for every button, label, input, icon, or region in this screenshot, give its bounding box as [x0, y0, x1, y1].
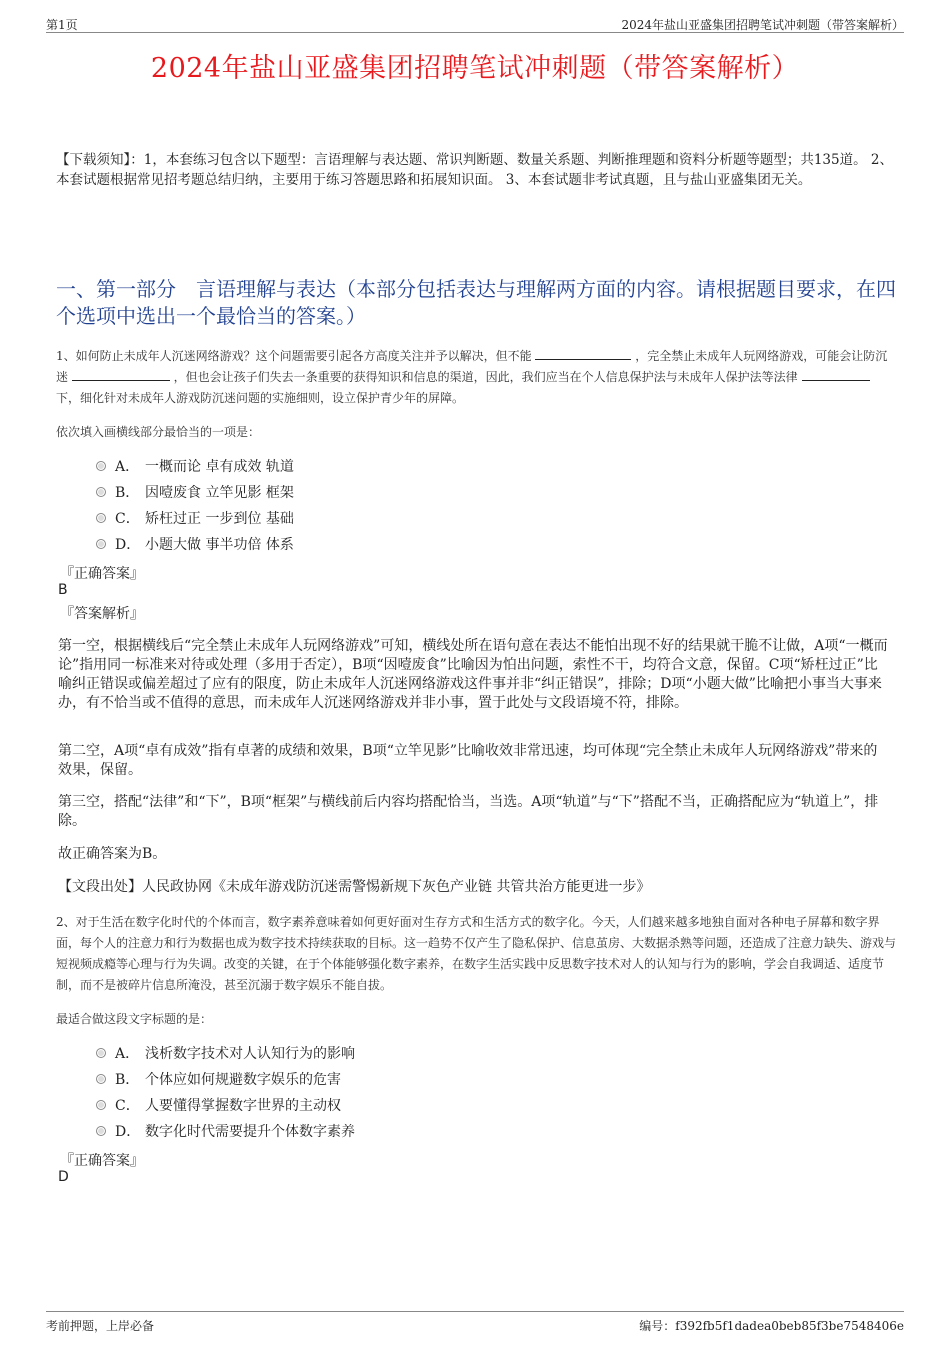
- question-2-options: [96, 1040, 355, 1144]
- answer-blank-1: [535, 347, 631, 360]
- option-a[interactable]: A． 浅析数字技术对人认知行为的影响: [96, 1040, 355, 1066]
- radio-button-icon[interactable]: [96, 1100, 106, 1110]
- page-header: [46, 14, 904, 33]
- analysis-paragraph-2: 第二空，A项“卓有成效”指有卓著的成绩和效果，B项“立竿见影”比喻收效非常迅速，均可体现“完全禁止未成年人玩网络游戏”带来的效果，保留。: [58, 743, 878, 778]
- option-b[interactable]: B． 个体应如何规避数字娱乐的危害: [96, 1066, 355, 1092]
- radio-button-icon[interactable]: [96, 539, 106, 549]
- radio-button-icon[interactable]: [96, 487, 106, 497]
- option-d[interactable]: D． 数字化时代需要提升个体数字素养: [96, 1118, 355, 1144]
- analysis-conclusion: 故正确答案为B。: [58, 846, 167, 862]
- analysis-paragraph-1: 第一空，根据横线后“完全禁止未成年人玩网络游戏”可知，横线处所在语句意在表达不能怕出现不好的结果就干脆不让做，A项“一概而论”指用同一标准来对待或处理（多用于否定），B项“因噎废食”比喻因为怕出问题，索性不干，均符合文意，保留。C项“矫枉过正”比喻纠正错误或偏差超过了应有的限度，防止未成年人沉迷网络游戏这件事并非“纠正错误”，排除；D项“小题大做”比喻把小事当大事来办，有不恰当或不值得的意思，而未成年人沉迷网络游戏并非小事，置于此处与文段语境不符，排除。: [58, 638, 888, 711]
- document-title: 2024年盐山亚盛集团招聘笔试冲刺题（带答案解析）: [150, 53, 800, 84]
- option-c[interactable]: C． 人要懂得掌握数字世界的主动权: [96, 1092, 355, 1118]
- radio-button-icon[interactable]: [96, 461, 106, 471]
- radio-button-icon[interactable]: [96, 1048, 106, 1058]
- radio-button-icon[interactable]: [96, 1074, 106, 1084]
- radio-button-icon[interactable]: [96, 1126, 106, 1136]
- question-1-text: 1、如何防止未成年人沉迷网络游戏？这个问题需要引起各方高度关注并予以解决，但不能 ，完全禁止未成年人玩网络游戏，可能会让防沉迷 ，但也会让孩子们失去一条重要的获得知识和信息的渠道，因此，我们应当在个人信息保护法与未成年人保护法等法律 下，细化针对未成年人游戏防沉迷问题的实施细则，设立保护青少年的屏障。: [56, 349, 888, 405]
- header-doc-title: 2024年盐山亚盛集团招聘笔试冲刺题（带答案解析）: [621, 18, 904, 32]
- option-b[interactable]: B． 因噎废食 立竿见影 框架: [96, 479, 294, 505]
- document-id: 编号：f392fb5f1dadea0beb85f3be7548406e: [639, 1319, 904, 1333]
- question-1-prompt: 依次填入画横线部分最恰当的一项是：: [56, 425, 261, 439]
- correct-answer: B: [58, 582, 68, 598]
- correct-answer: D: [58, 1169, 69, 1185]
- section-heading: 一、第一部分 言语理解与表达（本部分包括表达与理解两方面的内容。请根据题目要求，在四个选项中选出一个最恰当的答案。）: [56, 277, 896, 328]
- answer-blank-3: [802, 368, 870, 381]
- correct-answer-label: 『正确答案』: [60, 566, 144, 582]
- question-2-text: 2、对于生活在数字化时代的个体而言，数字素养意味着如何更好面对生存方式和生活方式的数字化。今天，人们越来越多地独自面对各种电子屏幕和数字界面，每个人的注意力和行为数据也成为数字技术持续获取的目标。这一趋势不仅产生了隐私保护、信息茧房、大数据杀熟等问题，还造成了注意力缺失、游戏与短视频成瘾等心理与行为失调。改变的关键，在于个体能够强化数字素养，在数字生活实践中反思数字技术对人的认知与行为的影响，学会自我调适、适度节制，而不是被碎片信息所淹没，甚至沉溺于数字娱乐不能自拔。: [56, 915, 897, 992]
- option-c[interactable]: C． 矫枉过正 一步到位 基础: [96, 505, 294, 531]
- analysis-paragraph-3: 第三空，搭配“法律”和“下”，B项“框架”与横线前后内容均搭配恰当，当选。A项“轨道”与“下”搭配不当，正确搭配应为“轨道上”，排除。: [58, 794, 879, 829]
- analysis-label: 『答案解析』: [60, 606, 144, 622]
- download-notice: 【下载须知】：1，本套练习包含以下题型：言语理解与表达题、常识判断题、数量关系题、判断推理题和资料分析题等题型；共135道。 2、本套试题根据常见招考题总结归纳，主要用于练习答题思路和拓展知识面。 3、本套试题非考试真题，且与盐山亚盛集团无关。: [56, 152, 893, 188]
- source-citation: 【文段出处】人民政协网《未成年游戏防沉迷需警惕新规下灰色产业链 共管共治方能更进一步》: [58, 879, 651, 895]
- option-a[interactable]: A． 一概而论 卓有成效 轨道: [96, 453, 294, 479]
- page-footer: [46, 1311, 904, 1334]
- correct-answer-label: 『正确答案』: [60, 1153, 144, 1169]
- question-1-options: [96, 453, 294, 557]
- footer-slogan: 考前押题，上岸必备: [46, 1319, 155, 1333]
- radio-button-icon[interactable]: [96, 513, 106, 523]
- option-d[interactable]: D． 小题大做 事半功倍 体系: [96, 531, 294, 557]
- answer-blank-2: [72, 368, 170, 381]
- question-2-prompt: 最适合做这段文字标题的是：: [56, 1012, 213, 1026]
- page-number: 第1页: [46, 18, 78, 32]
